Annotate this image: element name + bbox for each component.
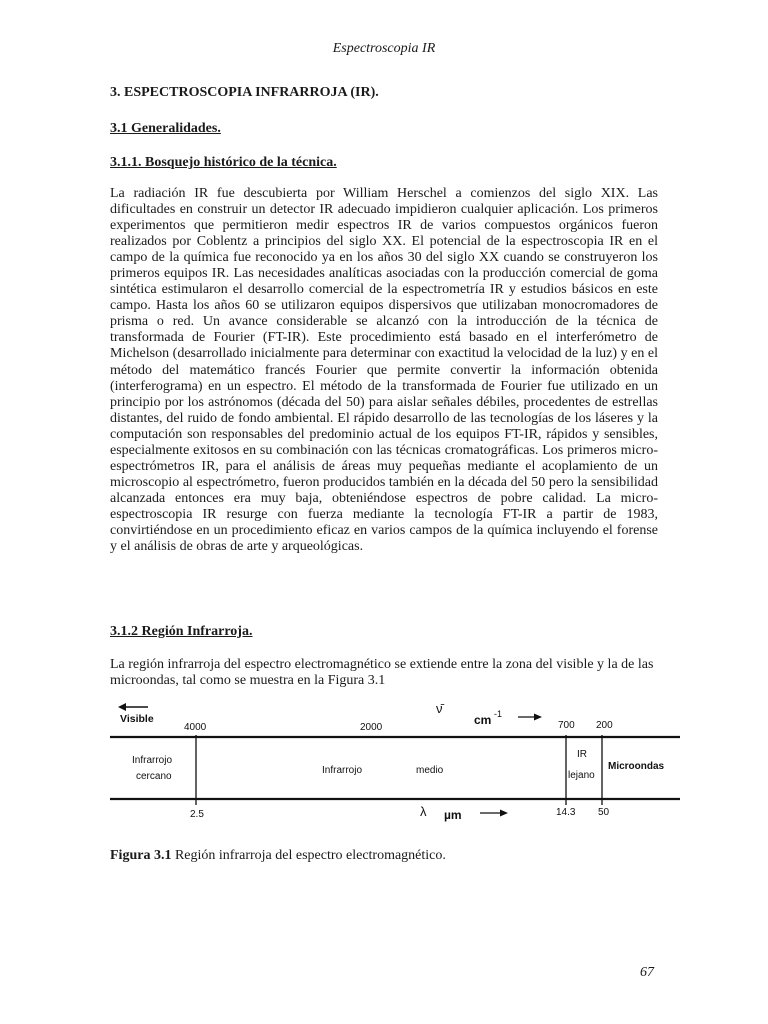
region-mid-word1: Infrarrojo xyxy=(322,765,363,776)
tick-50: 50 xyxy=(598,807,610,818)
subsection-title-ir-region: 3.1.2 Región Infrarroja. xyxy=(110,624,253,639)
caption-label: Figura 3.1 xyxy=(110,848,172,863)
wavenumber-unit: cm xyxy=(474,713,492,727)
wavelength-unit: µm xyxy=(444,808,462,822)
tick-700: 700 xyxy=(558,720,575,731)
tick-4000: 4000 xyxy=(184,722,207,733)
section-title: 3.1 Generalidades. xyxy=(110,121,221,136)
wavenumber-exponent: -1 xyxy=(494,709,503,719)
ir-spectrum-diagram xyxy=(108,693,680,831)
running-header: Espectroscopia IR xyxy=(332,41,436,56)
visible-arrowhead xyxy=(118,703,126,711)
wavelength-arrowhead xyxy=(500,810,508,817)
ir-spectrum-figure xyxy=(108,693,680,831)
figure-caption xyxy=(110,848,446,864)
tick-2000: 2000 xyxy=(360,722,383,733)
chapter-title: 3. ESPECTROSCOPIA INFRARROJA (IR). xyxy=(110,85,379,100)
tick-200: 200 xyxy=(596,720,613,731)
subsection-title-history: 3.1.1. Bosquejo histórico de la técnica. xyxy=(110,155,337,170)
ir-region-paragraph: La región infrarroja del espectro electromagnético se extiende entre la zona del visible y la de las microondas, tal como se muestra en la Figura 3.1 xyxy=(110,657,654,689)
region-near-line2: cercano xyxy=(136,771,172,782)
page-number: 67 xyxy=(640,965,654,980)
wavenumber-arrowhead xyxy=(534,714,542,721)
region-micro: Microondas xyxy=(608,761,665,772)
region-far-line1: IR xyxy=(577,749,587,760)
region-mid-word2: medio xyxy=(416,765,444,776)
wavenumber-symbol: ν̄ xyxy=(436,701,443,716)
tick-2-5: 2.5 xyxy=(190,809,204,820)
visible-label: Visible xyxy=(120,713,154,725)
region-far-line2: lejano xyxy=(568,770,595,781)
wavelength-symbol: λ xyxy=(420,804,427,819)
history-paragraph: La radiación IR fue descubierta por William Herschel a comienzos del siglo XIX. Las dificultades en construir un detector IR adecuado impidieron cualquier aplicación. Los primeros experimentos que permitieron medir espectros IR de varios compuestos orgánicos fueron realizados por Coblentz a principios del siglo XX. El potencial de la espectroscopia IR en el campo de la química fue reconocido ya en los años 30 del siglo XX cuando se construyeron los primeros equipos IR. Las necesidades analíticas asociadas con la producción comercial de goma sintética estimularon el desarrollo comercial de la espectrometría IR y estudios básicos en este campo. Hasta los años 60 se utilizaron equipos dispersivos que utilizaban monocromadores de prisma o red. Un avance considerable se alcanzó con la introducción de la técnica de transformada de Fourier (FT-IR). Este procedimiento está basado en el interferómetro de Michelson (desarrollado inicialmente para determinar con exactitud la velocidad de la luz) y en el método del matemático francés Fourier que permite convertir la información obtenida (interferograma) en un espectro. El método de la transformada de Fourier fue utilizado en un principio por los astrónomos (década del 50) para aislar señales débiles, procedentes de estrellas distantes, del ruido de fondo ambiental. El rápido desarrollo de las tecnologías de los láseres y la computación son responsables del predominio actual de los equipos FT-IR, rápidos y sensibles, especialmente exitosos en su combinación con las técnicas cromatográficas. Los primeros micro-espectrómetros IR, para el análisis de áreas muy pequeñas mediante el acoplamiento de un microscopio al espectrómetro, fueron producidos también en la década del 50 pero la sensibilidad alcanzada entonces era muy baja, obteniéndose espectros de pobre calidad. La micro-espectroscopia IR resurge con fuerza mediante la tecnología FT-IR a partir de 1983, convirtiéndose en un procedimiento eficaz en varios campos de la química incluyendo el forense y el análisis de obras de arte y arqueológicas. xyxy=(110,186,658,555)
tick-14-3: 14.3 xyxy=(556,807,576,818)
caption-text: Región infrarroja del espectro electromagnético. xyxy=(171,848,446,863)
region-near-line1: Infrarrojo xyxy=(132,755,173,766)
